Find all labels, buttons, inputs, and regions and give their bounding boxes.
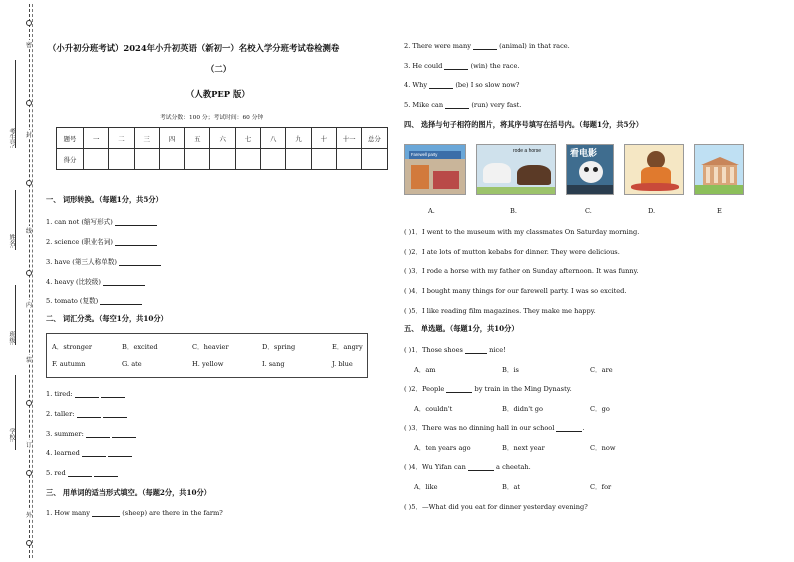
word-option: F. autumn (52, 360, 86, 368)
seal-char: 密 (26, 42, 33, 49)
mc-option[interactable]: A．couldn't (414, 405, 453, 413)
score-cell: 十一 (336, 128, 361, 149)
mc-question: ( )2．People by train in the Ming Dynasty. (404, 385, 572, 393)
mc-option[interactable]: A．am (414, 366, 436, 374)
score-cell: 四 (159, 128, 184, 149)
answer-blank[interactable] (94, 470, 118, 477)
answer-blank[interactable] (92, 510, 120, 517)
picture-a-caption: Farewell party (409, 151, 461, 159)
answer-blank[interactable] (86, 431, 110, 438)
picture-letter: C. (585, 207, 592, 215)
seal-char: 订 (26, 442, 33, 449)
word-option: G. ate (122, 360, 142, 368)
answer-blank[interactable] (115, 239, 157, 246)
picture-c-caption: 看电影 (570, 148, 598, 158)
section2-item: 2. taller: (46, 410, 127, 418)
seal-char: 线 (26, 228, 33, 235)
section4-heading: 四、 选择与句子相符的图片，将其序号填写在括号内。（每题1分，共5分） (404, 120, 643, 129)
section3-item: 1. How many (sheep) are there in the farm? (46, 509, 223, 517)
answer-blank[interactable] (446, 386, 472, 393)
picture-letter: E (717, 207, 722, 215)
student-id-label: 考生号: (8, 128, 15, 149)
score-cell: 题号 (57, 128, 84, 149)
exam-title: （小升初分班考试）2024年小升初英语（新初一）名校入学分班考试卷检测卷 (48, 43, 340, 53)
section4-item: ( )1．I went to the museum with my classmates On Saturday morning. (404, 228, 640, 236)
score-input-cell[interactable] (362, 149, 387, 170)
section3-item: 3. He could (win) the race. (404, 62, 520, 70)
score-cell: 二 (109, 128, 134, 149)
answer-blank[interactable] (473, 43, 497, 50)
picture-letter: D. (648, 207, 656, 215)
answer-blank[interactable] (108, 450, 132, 457)
seal-char: 内 (26, 302, 33, 309)
section2-heading: 二、 词汇分类。（每空1分，共10分） (46, 314, 168, 323)
school-line (15, 375, 16, 450)
mc-question: ( )5．—What did you eat for dinner yesterday evening? (404, 503, 588, 511)
binding-hole (26, 100, 32, 106)
score-input-cell[interactable] (311, 149, 336, 170)
section4-item: ( )4．I bought many things for our farewell party. I was so excited. (404, 287, 627, 295)
score-input-cell[interactable] (336, 149, 361, 170)
section1-heading: 一、 词形转换。（每题1分，共5分） (46, 195, 163, 204)
score-cell: 九 (286, 128, 311, 149)
mc-option[interactable]: C．now (590, 444, 616, 452)
picture-b-caption: rode a horse (513, 148, 542, 154)
score-input-cell[interactable] (235, 149, 260, 170)
answer-blank[interactable] (68, 470, 92, 477)
score-table-score-row (57, 149, 388, 170)
picture-b-horse (476, 144, 556, 195)
section2-item: 3. summer: (46, 430, 136, 438)
seal-char: 外 (26, 512, 33, 519)
binding-dashed-line-inner (32, 4, 33, 558)
section3-heading: 三、 用单词的适当形式填空。（每题2分，共10分） (46, 488, 211, 497)
section4-item: ( )2．I ate lots of mutton kebabs for dinner. They were delicious. (404, 248, 620, 256)
answer-blank[interactable] (468, 464, 494, 471)
mc-option[interactable]: B．didn't go (502, 405, 543, 413)
answer-blank[interactable] (77, 411, 101, 418)
answer-blank[interactable] (103, 411, 127, 418)
picture-letter: B. (510, 207, 517, 215)
section2-item: 1. tired: (46, 390, 125, 398)
class-line (15, 285, 16, 345)
mc-option[interactable]: C．for (590, 483, 612, 491)
school-label: 学校: (8, 428, 15, 443)
edition-label: （人教PEP 版） (186, 89, 250, 99)
score-cell: 一 (84, 128, 109, 149)
section4-item: ( )3．I rode a horse with my father on Sunday afternoon. It was funny. (404, 267, 639, 275)
score-table-header-row (57, 128, 388, 149)
answer-blank[interactable] (429, 82, 453, 89)
binding-hole (26, 20, 32, 26)
score-row-label: 得分 (57, 149, 84, 170)
answer-blank[interactable] (445, 102, 469, 109)
mc-option[interactable]: B．is (502, 366, 519, 374)
section3-item: 4. Why (be) I so slow now? (404, 81, 520, 89)
section5-heading: 五、 单选题。（每题1分，共10分） (404, 324, 519, 333)
class-label: 班级: (8, 331, 15, 346)
picture-e-museum (694, 144, 744, 195)
mc-option[interactable]: C．are (590, 366, 613, 374)
binding-hole (26, 180, 32, 186)
word-option: B．excited (122, 343, 158, 351)
score-input-cell[interactable] (210, 149, 235, 170)
answer-blank[interactable] (100, 298, 142, 305)
answer-blank[interactable] (556, 425, 582, 432)
mc-question: ( )4．Wu Yifan can a cheetah. (404, 463, 531, 471)
section1-item: 4. heavy (比较级) (46, 276, 145, 286)
exam-info: 考试分数：100 分；考试时间：60 分钟 (160, 115, 264, 121)
score-input-cell[interactable] (134, 149, 159, 170)
section4-item: ( )5．I like reading film magazines. They make me happy. (404, 307, 596, 315)
binding-hole (26, 400, 32, 406)
answer-blank[interactable] (119, 259, 161, 266)
answer-blank[interactable] (101, 391, 125, 398)
answer-blank[interactable] (112, 431, 136, 438)
word-option: I. sang (262, 360, 285, 368)
mc-option[interactable]: C．go (590, 405, 610, 413)
mc-question: ( )1．Those shoes nice! (404, 346, 506, 354)
word-option: A．stronger (52, 343, 93, 351)
section2-item: 5. red (46, 469, 118, 477)
binding-hole (26, 270, 32, 276)
answer-blank[interactable] (103, 279, 145, 286)
word-option: C．heavier (192, 343, 229, 351)
score-table (56, 127, 388, 170)
word-option: E．angry (332, 343, 363, 351)
picture-c-movie (566, 144, 614, 195)
seal-char: 封 (26, 132, 33, 139)
picture-d-dinner (624, 144, 684, 195)
score-cell: 五 (185, 128, 210, 149)
mc-option[interactable]: A．like (414, 483, 438, 491)
answer-blank[interactable] (115, 219, 157, 226)
section2-item: 4. learned (46, 449, 132, 457)
section3-item: 5. Mike can (run) very fast. (404, 101, 522, 109)
score-cell: 三 (134, 128, 159, 149)
score-input-cell[interactable] (286, 149, 311, 170)
score-input-cell[interactable] (185, 149, 210, 170)
word-option: J. blue (332, 360, 353, 368)
answer-blank[interactable] (75, 391, 99, 398)
mc-option[interactable]: B．next year (502, 444, 545, 452)
binding-hole (26, 540, 32, 546)
answer-blank[interactable] (82, 450, 106, 457)
binding-hole (26, 470, 32, 476)
name-line (15, 190, 16, 250)
word-option: D．spring (262, 343, 296, 351)
section1-item: 3. have (第三人称单数) (46, 256, 161, 266)
section1-item: 5. tomato (复数) (46, 295, 142, 305)
section3-item: 2. There were many (animal) in that race. (404, 42, 570, 50)
exam-title-sub: （二） (206, 64, 232, 74)
word-bank-box (46, 333, 368, 378)
word-option: H. yellow (192, 360, 224, 368)
score-input-cell[interactable] (109, 149, 134, 170)
picture-a-party (404, 144, 466, 195)
mc-question: ( )3．There was no dinning hall in our school . (404, 424, 585, 432)
section1-item: 1. can not (缩写形式) (46, 216, 157, 226)
mc-option[interactable]: B．at (502, 483, 521, 491)
answer-blank[interactable] (465, 347, 487, 354)
mc-option[interactable]: A．ten years ago (414, 444, 471, 452)
section1-item: 2. science (职业名词) (46, 236, 157, 246)
answer-blank[interactable] (444, 63, 468, 70)
score-input-cell[interactable] (159, 149, 184, 170)
score-cell: 六 (210, 128, 235, 149)
score-cell: 八 (261, 128, 286, 149)
score-cell: 十 (311, 128, 336, 149)
score-cell: 七 (235, 128, 260, 149)
picture-letter: A. (428, 207, 435, 215)
score-cell: 总分 (362, 128, 387, 149)
student-id-line (15, 60, 16, 148)
score-input-cell[interactable] (84, 149, 109, 170)
score-input-cell[interactable] (261, 149, 286, 170)
name-label: 姓名: (8, 234, 15, 249)
seal-char: 装 (26, 357, 33, 364)
